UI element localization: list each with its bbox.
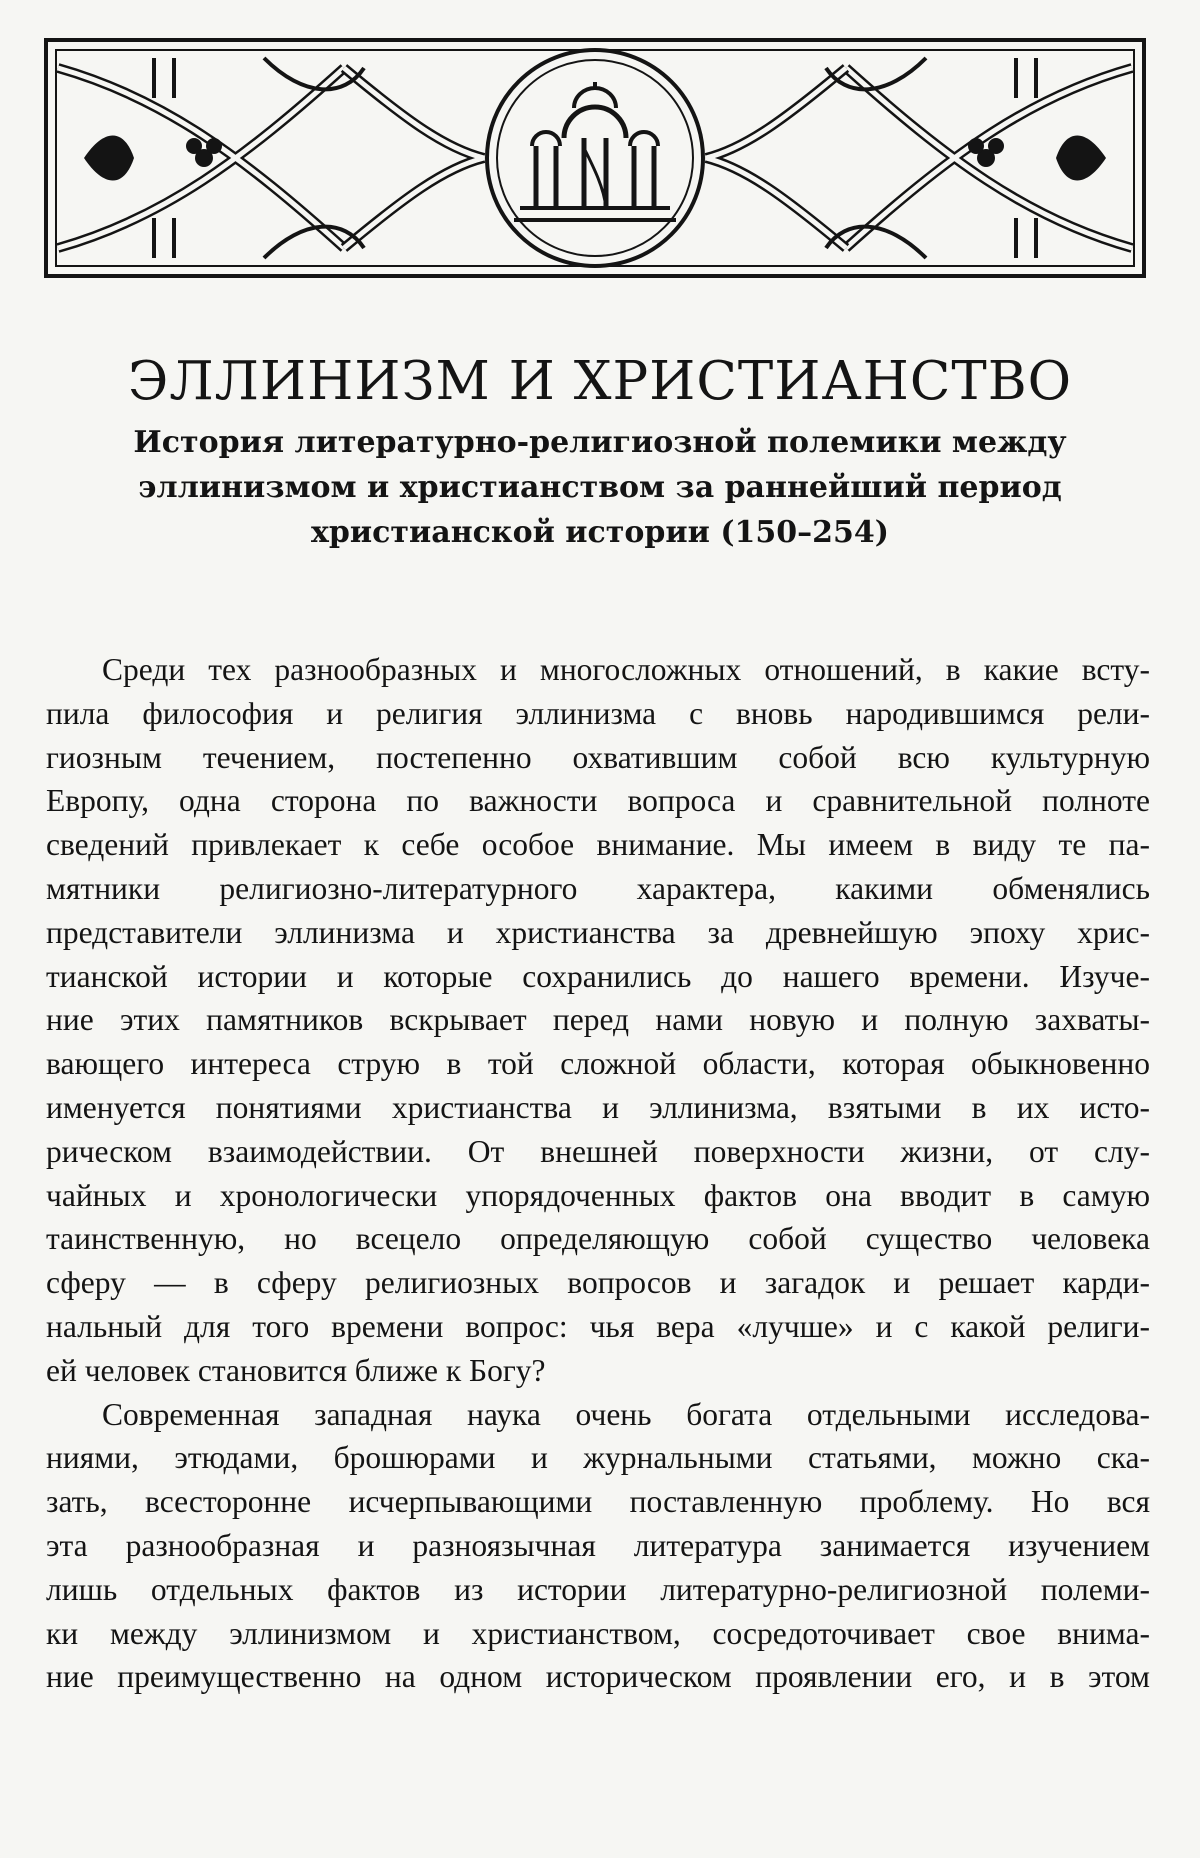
text-line: ниями, этюдами, брошюрами и журнальными статьями, можно ска- — [46, 1440, 1150, 1476]
text-line: таинственную, но всецело определяющую собой существо человека — [46, 1221, 1150, 1257]
text-line: тианской истории и которые сохранились до нашего времени. Изуче- — [46, 958, 1150, 994]
text-line: представители эллинизма и христианства за древнейшую эпоху хрис- — [46, 914, 1150, 950]
subtitle-line: История литературно-религиозной полемики между — [133, 425, 1067, 460]
text-line: ей человек становится ближе к Богу? — [46, 1352, 546, 1388]
text-line: эта разнообразная и разноязычная литература занимается изучением — [46, 1527, 1150, 1563]
text-line: Европу, одна сторона по важности вопроса и сравнительной полноте — [46, 783, 1150, 819]
subtitle-line: эллинизмом и христианством за раннейший период — [138, 470, 1062, 505]
text-line: сферу — в сферу религиозных вопросов и загадок и решает карди- — [46, 1265, 1150, 1301]
text-line: именуется понятиями христианства и эллинизма, взятыми в их исто- — [46, 1089, 1150, 1125]
text-line: ние этих памятников вскрывает перед нами новую и полную захваты- — [46, 1002, 1150, 1038]
text-line: чайных и хронологически упорядоченных фактов она вводит в самую — [46, 1177, 1150, 1213]
text-line: ки между эллинизмом и христианством, сосредоточивает свое внима- — [46, 1615, 1150, 1651]
text-line: рическом взаимодействии. От внешней поверхности жизни, от слу- — [46, 1133, 1150, 1169]
text-line: Среди тех разнообразных и многосложных отношений, в какие всту- — [102, 652, 1150, 687]
subtitle-line: христианской истории (150–254) — [311, 515, 889, 550]
body-text — [46, 648, 1150, 1699]
paragraph — [46, 648, 1150, 1393]
text-line: гиозным течением, постепенно охватившим собой всю культурную — [46, 739, 1150, 775]
text-line: пила философия и религия эллинизма с вновь народившимся рели- — [46, 695, 1150, 731]
text-line: мятники религиозно-литературного характера, какими обменялись — [46, 870, 1150, 906]
text-line: зать, всесторонне исчерпывающими поставленную проблему. Но вся — [46, 1484, 1150, 1520]
text-line: ние преимущественно на одном историческом проявлении его, и в этом — [46, 1659, 1150, 1695]
text-line: Современная западная наука очень богата отдельными исследова- — [102, 1396, 1150, 1432]
paragraph — [46, 1393, 1150, 1700]
page-title: ЭЛЛИНИЗМ И ХРИСТИАНСТВО — [127, 351, 1073, 412]
subtitle — [60, 420, 1140, 555]
text-line: нальный для того времени вопрос: чья вера «лучше» и с какой религи- — [46, 1308, 1150, 1344]
ornamental-headpiece-icon — [44, 38, 1146, 278]
text-line: вающего интереса струю в той сложной области, которая обыкновенно — [46, 1046, 1150, 1082]
text-line: сведений привлекает к себе особое внимание. Мы имеем в виду те па- — [46, 827, 1150, 863]
text-line: лишь отдельных фактов из истории литературно-религиозной полеми- — [46, 1571, 1150, 1607]
